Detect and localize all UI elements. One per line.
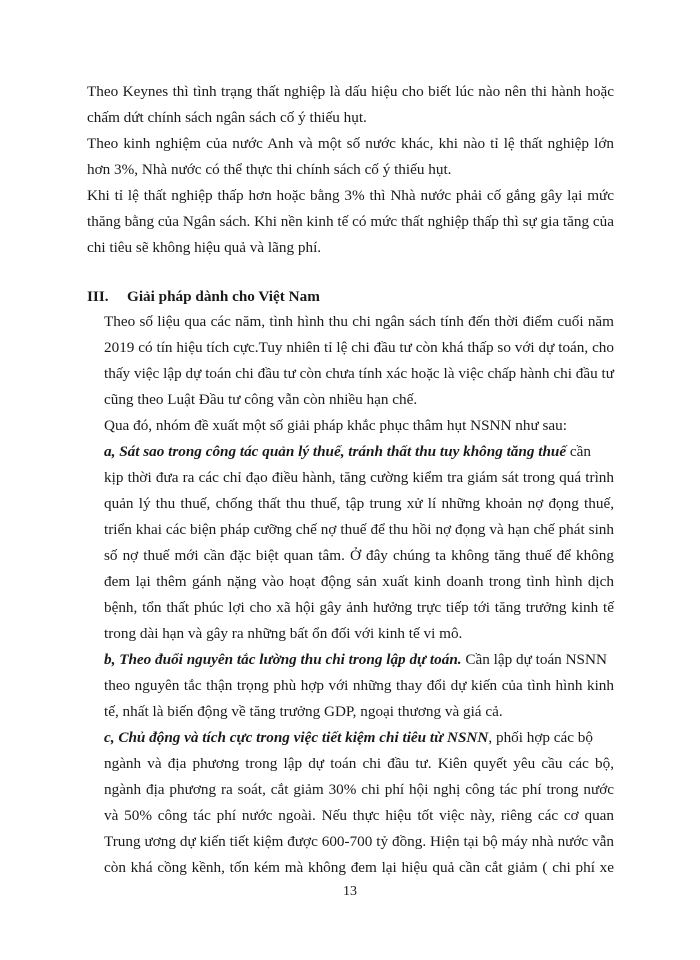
item-b-first-line: [104, 650, 614, 670]
body-text-line: Trung ương dự kiến tiết kiệm được 600-700 tỷ đồng. Hiện tại bộ máy nhà nước vẫn: [104, 833, 614, 850]
item-b-heading: b, Theo đuổi nguyên tắc lường thu chi trong lập dự toán.: [104, 651, 462, 668]
body-text-line: 2019 có tín hiệu tích cực.Tuy nhiên tỉ lệ chi đầu tư còn khá thấp so với dự toán, cho: [104, 339, 614, 356]
body-text-line: còn khá cồng kềnh, tốn kém mà không đem lại hiệu quả cần cắt giảm ( chi phí xe: [104, 859, 614, 876]
body-text-line: Theo kinh nghiệm của nước Anh và một số nước khác, khi nào tỉ lệ thất nghiệp lớn: [87, 135, 614, 152]
page-number: 13: [343, 884, 357, 899]
body-text-line: triển khai các biện pháp cưỡng chế nợ thuế để thu hồi nợ đọng và hạn chế phát sinh: [104, 521, 614, 538]
body-text-line: ngành địa phương ra soát, cắt giảm 30% chi phí hội nghị công tác phí trong nước: [104, 781, 614, 798]
body-text-line: cũng theo Luật Đầu tư công vẫn còn nhiều hạn chế.: [104, 391, 418, 408]
item-c-heading: c, Chủ động và tích cực trong việc tiết kiệm chi tiêu từ NSNN: [104, 729, 489, 746]
body-text-line: tế, nhất là biến động về tăng trưởng GDP, ngoại thương và giá cả.: [104, 703, 503, 720]
body-text-line: Qua đó, nhóm đề xuất một số giải pháp khắc phục thâm hụt NSNN như sau:: [104, 417, 567, 434]
item-a-heading: a, Sát sao trong công tác quản lý thuế, tránh thất thu tuy không tăng thuế: [104, 443, 567, 460]
body-text-line: chấm dứt chính sách ngân sách cố ý thiếu hụt.: [87, 109, 367, 126]
item-b-heading-tail: Cần lập dự toán NSNN: [461, 651, 607, 668]
body-text-line: thấy việc lập dự toán chi đầu tư còn chưa tính xác hoặc là việc chấp hành chi đầu tư: [104, 365, 614, 382]
item-c-heading-tail: , phối hợp các bộ: [488, 729, 593, 746]
body-text-line: theo nguyên tắc thận trọng phù hợp với những thay đổi dự kiến của tình hình kinh: [104, 677, 614, 694]
body-text-line: và 50% công tác phí nước ngoài. Nếu thực hiệu tốt việc này, riêng các cơ quan: [104, 807, 614, 824]
body-text-line: Theo số liệu qua các năm, tình hình thu chi ngân sách tính đến thời điểm cuối năm: [104, 313, 614, 330]
body-text-line: Theo Keynes thì tình trạng thất nghiệp là dấu hiệu cho biết lúc nào nên thi hành hoặc: [87, 83, 614, 100]
item-a-first-line: [104, 442, 614, 462]
body-text-line: số nợ thuế mới cần đặc biệt quan tâm. Ở đây chúng ta không tăng thuế để không: [104, 547, 614, 564]
body-text-line: kịp thời đưa ra các chỉ đạo điều hành, tăng cường kiểm tra giám sát trong quá trình: [104, 469, 614, 486]
body-text-line: hơn 3%, Nhà nước có thể thực thi chính sách cố ý thiếu hụt.: [87, 161, 452, 178]
section-title: Giải pháp dành cho Việt Nam: [127, 288, 320, 305]
body-text-line: thăng bằng của Ngân sách. Khi nền kinh tế có mức thất nghiệp thấp thì sự gia tăng của: [87, 213, 614, 230]
item-a-heading-tail: cần: [566, 443, 591, 460]
section-number: III.: [87, 288, 109, 305]
body-text-line: đem lại thêm gánh nặng vào hoạt động sản xuất kinh doanh trong tình hình dịch: [104, 573, 614, 590]
body-text-line: quản lý thu thuế, chống thất thu thuế, tập trung xử lí những khoản nợ đọng thuế,: [104, 495, 614, 512]
body-text-line: Khi tỉ lệ thất nghiệp thấp hơn hoặc bằng 3% thì Nhà nước phải cố gắng gây lại mức: [87, 187, 614, 204]
item-c-first-line: [104, 728, 614, 748]
body-text-line: bệnh, tổn thất phúc lợi cho xã hội gây ảnh hưởng trực tiếp tới tăng trưởng kinh tế: [104, 599, 614, 616]
body-text-line: ngành và địa phương trong lập dự toán chi đầu tư. Kiên quyết yêu cầu các bộ,: [104, 755, 614, 772]
body-text-line: trong dài hạn và gây ra những bất ổn đối với kinh tế vi mô.: [104, 625, 463, 642]
body-text-line: chi tiêu sẽ không hiệu quả và lãng phí.: [87, 239, 322, 256]
